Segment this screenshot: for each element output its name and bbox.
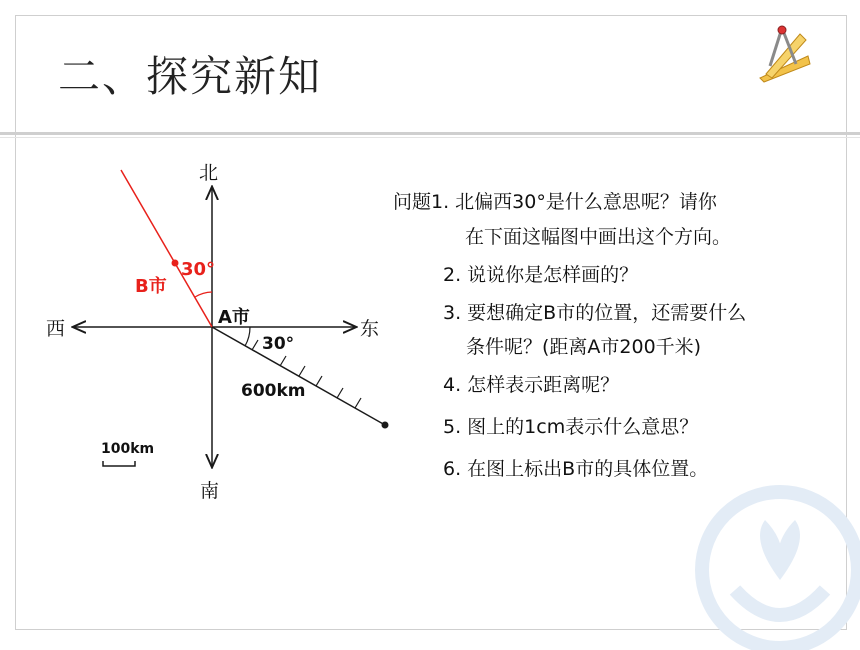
east-label: 东: [360, 318, 380, 340]
scale-label: 100km: [101, 441, 155, 457]
north-label: 北: [199, 162, 219, 184]
question-1-line-2: 在下面这幅图中画出这个方向。: [465, 226, 732, 248]
distance-tick: [337, 388, 343, 398]
city-b-label: B市: [135, 276, 167, 297]
distance-tick: [252, 340, 258, 350]
question-4: 4. 怎样表示距离呢？: [443, 374, 620, 396]
south-east-direction-line: [212, 327, 385, 425]
endpoint: [382, 422, 389, 429]
angle-nw-label: 30°: [181, 259, 216, 280]
scale-bar: [103, 461, 135, 466]
distance-tick: [316, 376, 322, 386]
question-1-line-1: 问题1. 北偏西30°是什么意思呢？请你: [393, 191, 717, 213]
south-label: 南: [200, 480, 220, 502]
angle-arc-nw: [195, 292, 212, 297]
distance-tick: [299, 366, 305, 376]
question-3-line-2: 条件呢？(距离A市200千米): [466, 336, 702, 358]
distance-tick: [280, 356, 286, 366]
angle-arc-se: [245, 327, 250, 346]
question-5: 5. 图上的1cm表示什么意思？: [443, 416, 699, 438]
angle-se-label: 30°: [262, 334, 295, 354]
city-b-point: [172, 260, 179, 267]
west-label: 西: [46, 318, 66, 340]
city-a-label: A市: [218, 307, 250, 328]
question-2: 2. 说说你是怎样画的？: [443, 264, 639, 286]
distance-tick: [355, 398, 361, 408]
question-6: 6. 在图上标出B市的具体位置。: [443, 458, 709, 480]
distance-label: 600km: [241, 381, 306, 401]
north-west-direction-line: [121, 170, 212, 327]
slide-title: 二、探究新知: [58, 52, 323, 101]
question-3-line-1: 3. 要想确定B市的位置，还需要什么: [443, 302, 747, 324]
